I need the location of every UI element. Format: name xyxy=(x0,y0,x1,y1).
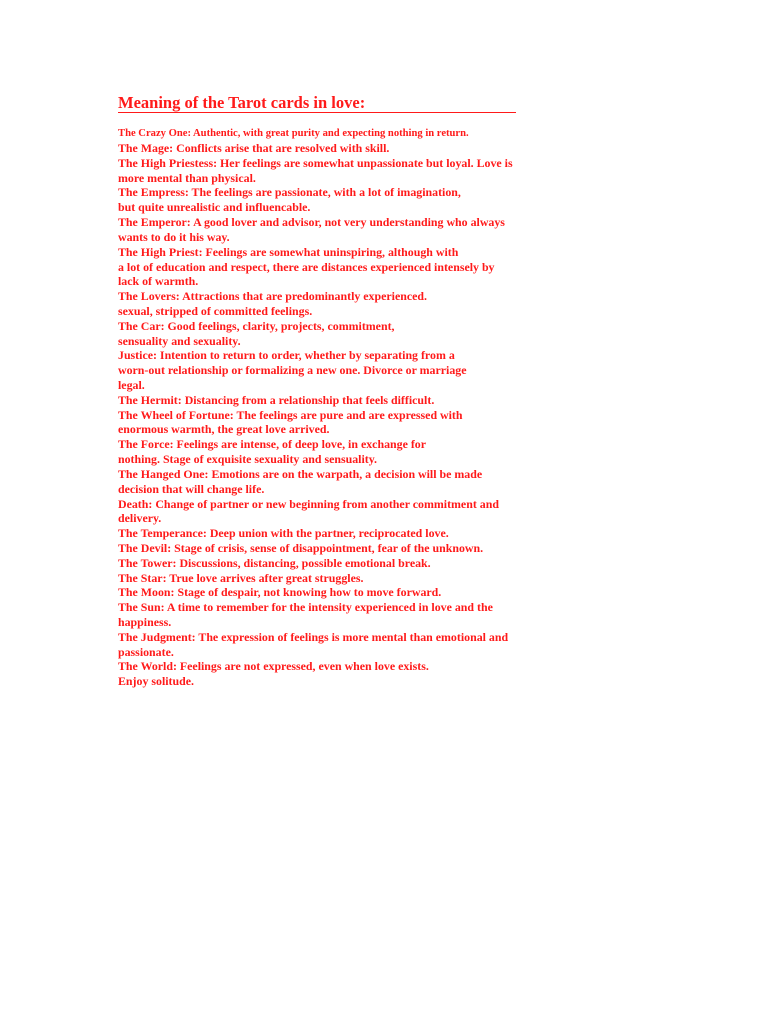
text-line: The Sun: A time to remember for the intensity experienced in love and the xyxy=(118,600,493,615)
text-line: The Wheel of Fortune: The feelings are pure and are expressed with xyxy=(118,407,463,422)
text-line: Death: Change of partner or new beginning from another commitment and xyxy=(118,496,499,511)
text-line: The Force: Feelings are intense, of deep love, in exchange for xyxy=(118,437,427,452)
text-line: The High Priestess: Her feelings are somewhat unpassionate but loyal. Love is xyxy=(118,155,513,170)
document-title: Meaning of the Tarot cards in love: xyxy=(118,93,516,113)
text-line: enormous warmth, the great love arrived. xyxy=(118,422,330,437)
text-line: The Mage: Conflicts arise that are resolved with skill. xyxy=(118,141,390,155)
text-line: happiness. xyxy=(118,615,172,629)
text-line: The Star: True love arrives after great struggles. xyxy=(118,570,364,585)
text-line: The Hermit: Distancing from a relationship that feels difficult. xyxy=(118,392,435,407)
text-line: passionate. xyxy=(118,644,174,659)
text-line: The Judgment: The expression of feelings is more mental than emotional and xyxy=(118,629,509,644)
text-line: sexual, stripped of committed feelings. xyxy=(118,303,313,318)
text-line: delivery. xyxy=(118,511,162,526)
intro-line: The Crazy One: Authentic, with great purity and expecting nothing in return. xyxy=(118,128,469,139)
text-line: Justice: Intention to return to order, whether by separating from a xyxy=(118,348,455,363)
text-line: legal. xyxy=(118,378,145,392)
text-line: The Car: Good feelings, clarity, projects, commitment, xyxy=(118,318,395,333)
text-line: The Devil: Stage of crisis, sense of disappointment, fear of the unknown. xyxy=(118,540,484,555)
text-line: wants to do it his way. xyxy=(118,229,230,244)
text-line: but quite unrealistic and influencable. xyxy=(118,200,311,215)
text-line: a lot of education and respect, there are distances experienced intensely by xyxy=(118,259,495,274)
text-line: The Empress: The feelings are passionate, with a lot of imagination, xyxy=(118,185,461,200)
text-line: Enjoy solitude. xyxy=(118,674,194,689)
tarot-meanings-list xyxy=(118,141,513,689)
text-line: The Emperor: A good lover and advisor, not very understanding who always xyxy=(118,215,505,230)
text-line: nothing. Stage of exquisite sexuality and sensuality. xyxy=(118,452,377,467)
text-line: The Hanged One: Emotions are on the warpath, a decision will be made xyxy=(118,466,483,481)
text-line: The World: Feelings are not expressed, even when love exists. xyxy=(118,659,429,674)
text-line: The Lovers: Attractions that are predominantly experienced. xyxy=(118,289,428,304)
text-line: sensuality and sexuality. xyxy=(118,333,241,348)
text-line: lack of warmth. xyxy=(118,274,199,289)
text-line: The High Priest: Feelings are somewhat uninspiring, although with xyxy=(118,244,459,259)
text-line: more mental than physical. xyxy=(118,170,256,185)
text-line: The Tower: Discussions, distancing, possible emotional break. xyxy=(118,555,431,570)
text-line: worn-out relationship or formalizing a new one. Divorce or marriage xyxy=(118,363,467,378)
text-line: The Temperance: Deep union with the partner, reciprocated love. xyxy=(118,526,449,541)
text-line: The Moon: Stage of despair, not knowing how to move forward. xyxy=(118,585,442,600)
text-line: decision that will change life. xyxy=(118,481,265,496)
